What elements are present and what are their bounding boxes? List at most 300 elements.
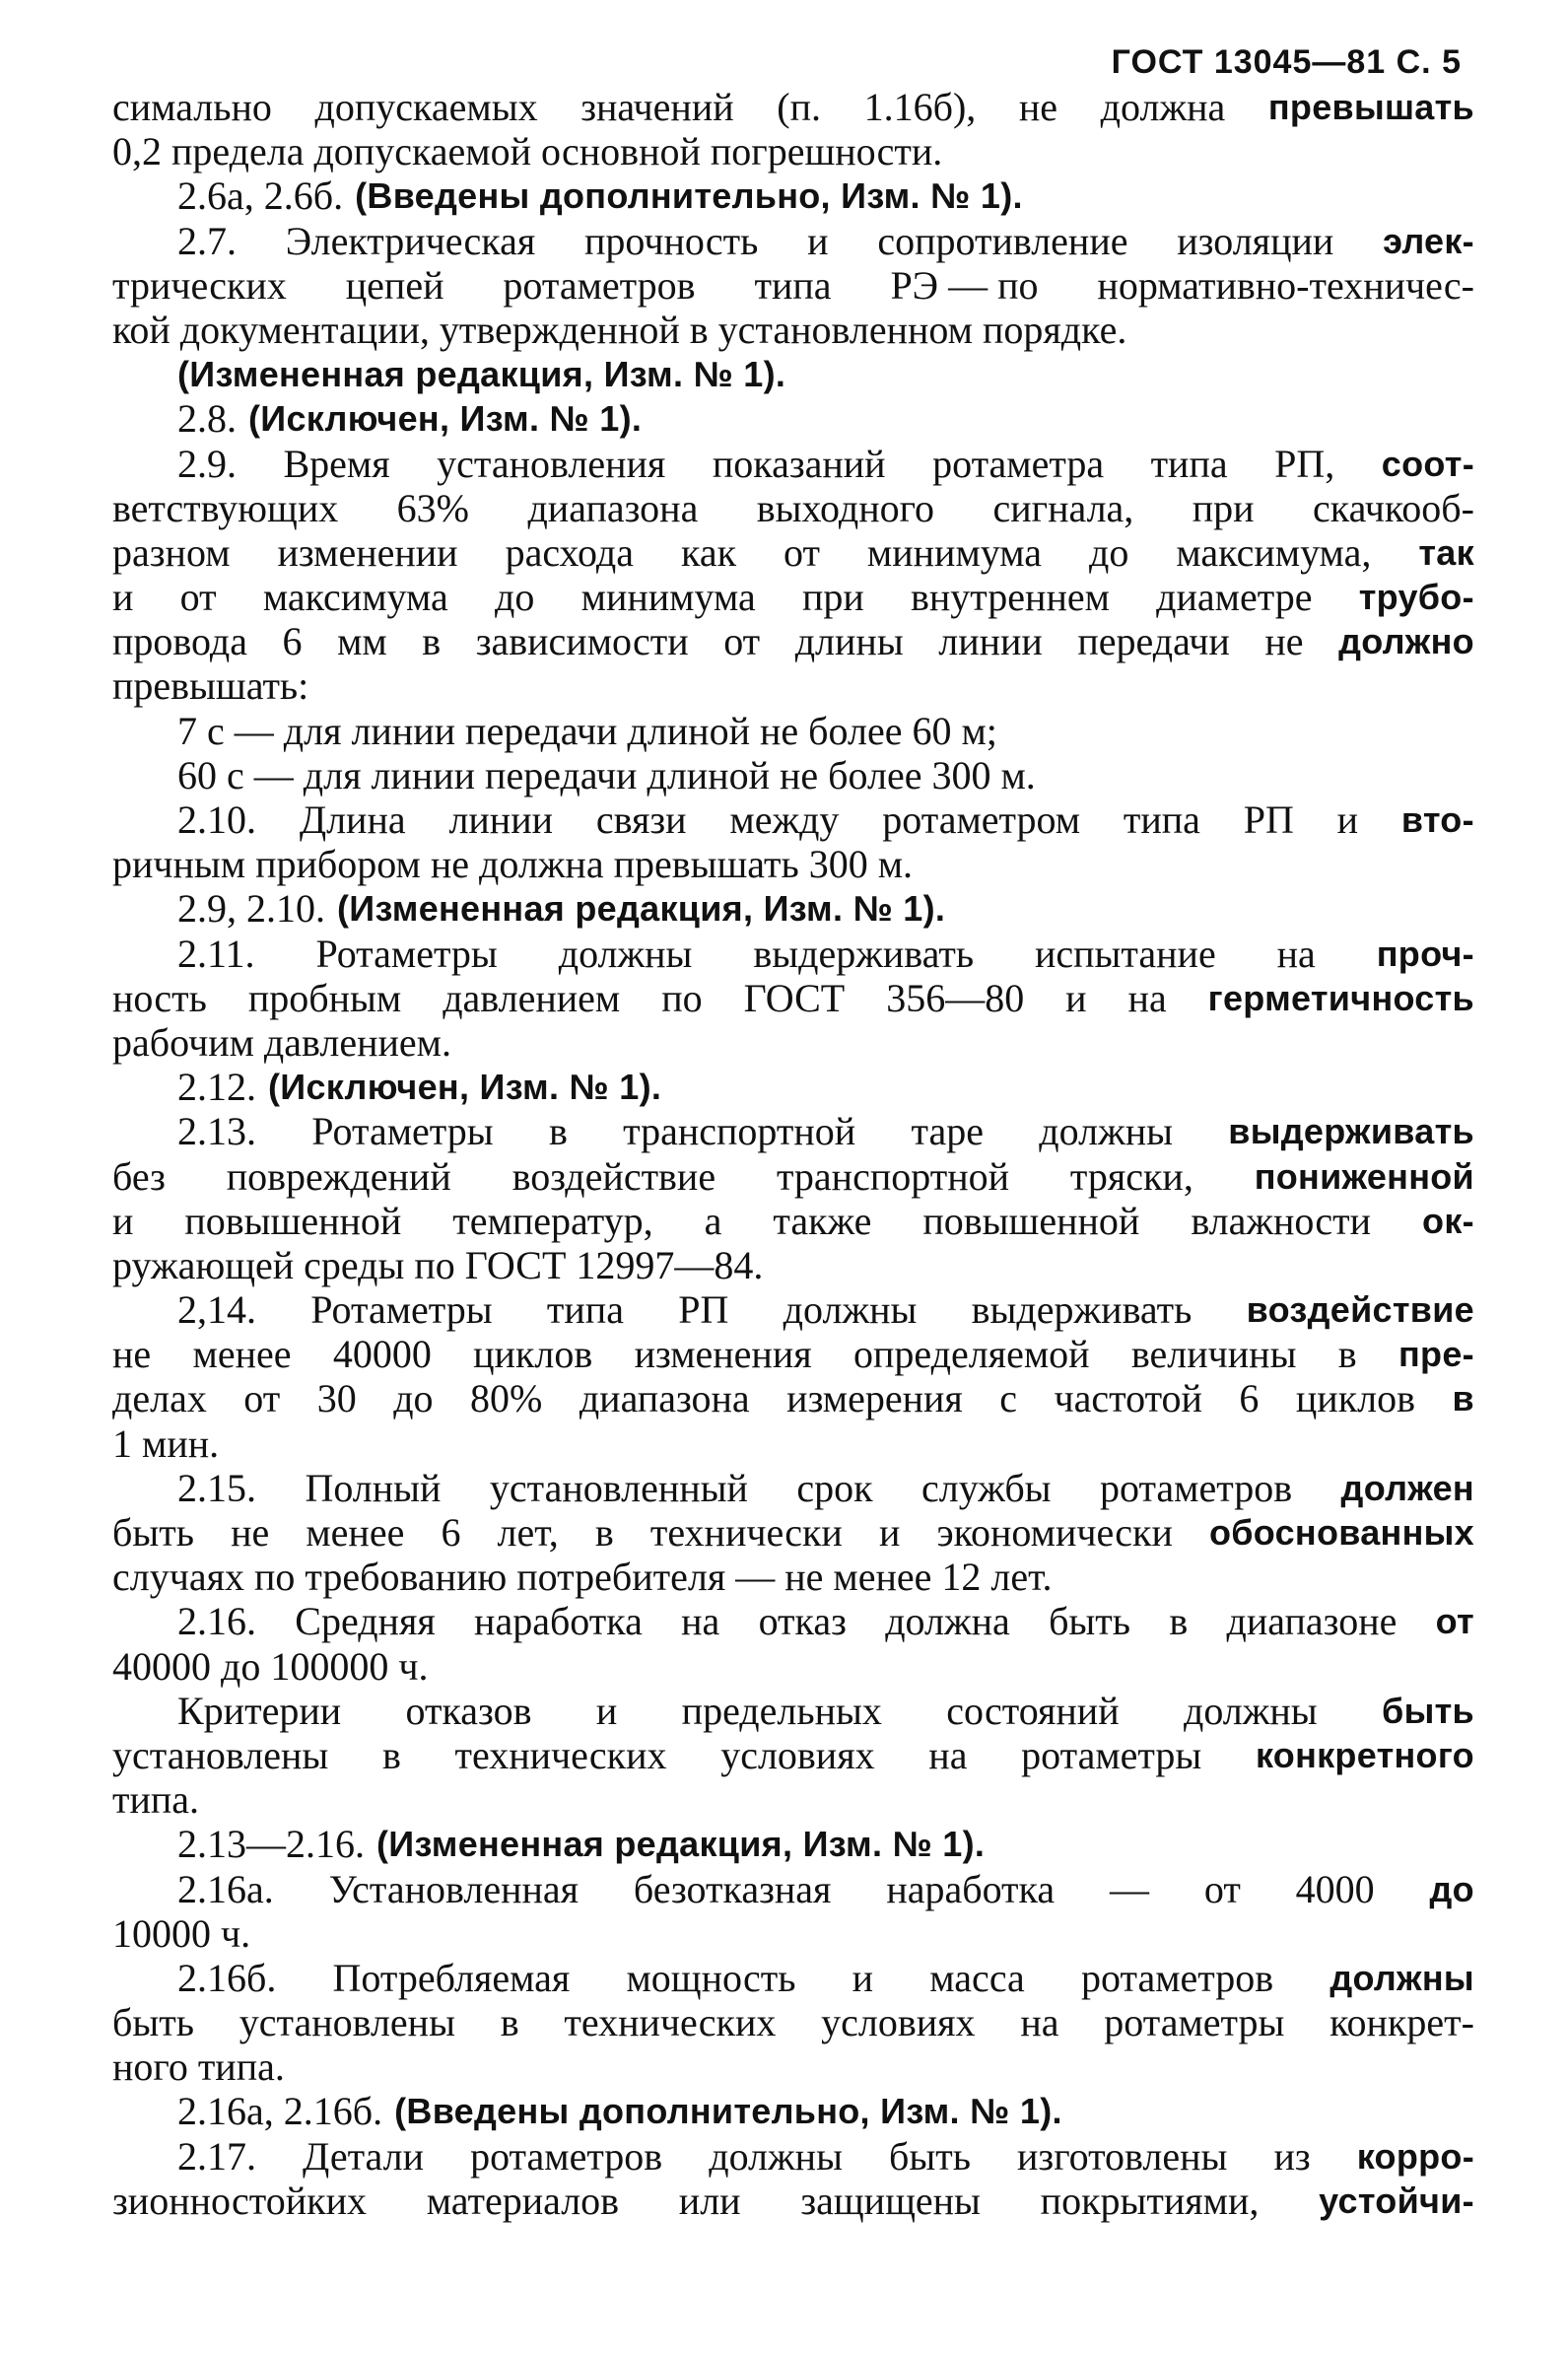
text-segment: 2.16б. [177, 1955, 277, 2000]
text-line [112, 1867, 1474, 1911]
text-segment: менее [306, 1510, 405, 1555]
text-segment: длины [794, 619, 904, 664]
text-line [112, 129, 1474, 173]
text-segment: наработка [886, 1866, 1056, 1911]
text-segment: на [1127, 975, 1167, 1020]
text-segment: 6 [1239, 1376, 1260, 1421]
text-line [112, 1154, 1474, 1199]
text-segment: не [231, 1510, 270, 1555]
bold-text: должны [1329, 1957, 1474, 1998]
text-line [112, 308, 1474, 352]
text-segment: Установленная [328, 1866, 579, 1911]
text-line [112, 352, 1474, 396]
text-segment: ГОСТ [743, 975, 846, 1020]
text-line [112, 1065, 1474, 1109]
text-segment: 2.13. [177, 1109, 256, 1154]
text-segment: выдерживать [971, 1287, 1193, 1333]
text-segment: линии [448, 797, 554, 842]
text-segment: влажности [1191, 1198, 1372, 1243]
text-segment: от [723, 619, 761, 664]
bold-text: корро- [1356, 2135, 1474, 2177]
bold-text: воздействие [1246, 1289, 1474, 1331]
text-segment: типа [754, 262, 832, 308]
text-segment: значений [580, 85, 734, 129]
text-segment: РП, [1274, 441, 1335, 486]
text-segment: таре [911, 1109, 984, 1154]
text-segment: ветствующих [112, 485, 339, 530]
text-segment: и [595, 1688, 618, 1733]
text-segment: 80% [470, 1376, 543, 1421]
text-segment: ротаметров [1099, 1465, 1293, 1510]
text-segment: ружающей среды по ГОСТ 12997—84. [112, 1242, 764, 1287]
text-segment: Время [283, 441, 390, 486]
text-segment: минимума [866, 529, 1043, 575]
text-line [112, 575, 1474, 619]
text-segment: ричным прибором не должна превышать 300 м. [112, 842, 914, 887]
text-segment: передачи [1077, 619, 1230, 664]
text-segment: выдерживать [753, 931, 975, 976]
text-segment: случаях по требованию потребителя — не менее 12 лет. [112, 1555, 1053, 1600]
text-segment: лет, [497, 1510, 559, 1555]
text-segment: от [783, 529, 820, 575]
bold-text: превышать [1267, 87, 1474, 127]
text-line [112, 1376, 1474, 1420]
text-segment: мм [337, 619, 387, 664]
bold-text: обоснованных [1208, 1512, 1474, 1553]
text-segment: транспортной [776, 1153, 1010, 1199]
text-segment: Детали [303, 2133, 425, 2179]
text-segment: испытание [1034, 931, 1216, 976]
text-segment: РП [1243, 797, 1294, 842]
text-segment: внутреннем [911, 575, 1110, 620]
bold-text: соот- [1381, 443, 1474, 484]
text-segment: ротаметров [470, 2133, 663, 2179]
text-segment: 2.8. [177, 396, 237, 442]
text-segment: повышенной [184, 1198, 402, 1243]
text-line [112, 1421, 1474, 1466]
text-segment: как [680, 529, 736, 575]
text-segment: технически [649, 1510, 843, 1555]
text-line [112, 886, 1474, 931]
text-segment: на [1276, 931, 1316, 976]
text-line [112, 1777, 1474, 1822]
text-segment: быть [112, 2000, 194, 2045]
text-segment: должна [885, 1599, 1010, 1644]
text-segment: измерения [786, 1376, 963, 1421]
bold-text: ок- [1422, 1200, 1474, 1241]
text-segment: 2.9. [177, 441, 237, 486]
bold-text: в [1452, 1378, 1474, 1419]
text-segment: при [801, 575, 864, 620]
text-segment: службы [921, 1465, 1052, 1510]
text-line [112, 1287, 1474, 1332]
text-line [112, 2089, 1474, 2133]
text-line [112, 2179, 1474, 2223]
text-line [112, 976, 1474, 1020]
text-segment: установлены [239, 2000, 455, 2045]
bold-text: пониженной [1254, 1155, 1474, 1197]
text-segment: защищены [800, 2178, 981, 2223]
text-segment: не [1264, 619, 1304, 664]
text-segment: ротаметры [1021, 1732, 1202, 1777]
text-segment: на [1020, 2000, 1059, 2045]
text-segment: зависимости [475, 619, 689, 664]
text-segment: срок [796, 1465, 873, 1510]
bold-text: трубо- [1358, 577, 1474, 618]
text-line [112, 173, 1474, 218]
text-segment: скачкооб- [1313, 485, 1474, 530]
text-line [112, 85, 1474, 129]
text-segment: трических [112, 262, 287, 308]
text-segment: 2.10. [177, 797, 256, 842]
text-line [112, 1733, 1474, 1777]
text-segment: Ротаметры [311, 1109, 494, 1154]
text-line [112, 1510, 1474, 1555]
text-segment: сопротивление [877, 218, 1128, 263]
word-gap [256, 1065, 268, 1109]
text-segment: Критерии [177, 1688, 342, 1733]
bold-text: (Введены дополнительно, Изм. № 1). [394, 2091, 1062, 2132]
text-segment: от [179, 575, 217, 620]
text-segment: минимума [580, 575, 756, 620]
text-line [112, 842, 1474, 886]
bold-text: (Измененная редакция, Изм. № 1). [337, 888, 946, 930]
text-segment: должны [1183, 1688, 1318, 1733]
text-segment: без [112, 1153, 166, 1199]
bold-text: вто- [1400, 799, 1474, 840]
text-segment: 6 [441, 1510, 461, 1555]
text-segment: должны [709, 2133, 843, 2179]
text-line [112, 797, 1474, 842]
bold-text: элек- [1383, 220, 1474, 261]
page-header: ГОСТ 13045—81 С. 5 [1111, 43, 1462, 81]
text-segment: нормативно-техничес- [1097, 262, 1474, 308]
text-segment: масса [929, 1955, 1025, 2000]
text-line [112, 1822, 1474, 1866]
text-segment: и [1336, 797, 1359, 842]
text-segment: максимума [262, 575, 448, 620]
text-segment: 2.12. [177, 1065, 256, 1110]
text-segment: и [878, 1510, 901, 1555]
text-segment: показаний [712, 441, 886, 486]
text-segment: превышать: [112, 663, 309, 709]
text-segment: конкрет- [1329, 2000, 1474, 2045]
text-segment: технических [454, 1732, 667, 1777]
text-segment: в [548, 1109, 568, 1154]
text-segment: (п. [777, 85, 821, 129]
bold-text: (Исключен, Изм. № 1). [268, 1067, 662, 1108]
bold-text: должно [1338, 621, 1474, 662]
text-segment: не [1018, 85, 1058, 129]
text-line [112, 530, 1474, 575]
text-segment: 2.16а, 2.16б. [177, 2089, 383, 2134]
text-line [112, 1020, 1474, 1065]
text-line [112, 396, 1474, 441]
text-line [112, 486, 1474, 530]
bold-text: (Измененная редакция, Изм. № 1). [376, 1824, 986, 1865]
text-segment: диапазона [579, 1376, 750, 1421]
text-segment: изготовлены [1016, 2133, 1228, 2179]
text-line [112, 1599, 1474, 1643]
text-line [112, 1911, 1474, 1956]
text-segment: диапазона [527, 485, 699, 530]
text-segment: 2.6а, 2.6б. [177, 173, 344, 219]
text-segment: ротаметров [1081, 1955, 1274, 2000]
text-segment: Электрическая [285, 218, 536, 263]
text-segment: между [729, 797, 840, 842]
text-segment: и [1065, 975, 1087, 1020]
text-segment: РП [678, 1287, 729, 1333]
text-segment: быть [888, 2133, 971, 2179]
text-segment: отказов [405, 1688, 532, 1733]
text-segment: до [1089, 529, 1129, 575]
text-segment: Потребляемая [332, 1955, 571, 2000]
text-segment: типа. [112, 1777, 200, 1823]
text-segment: в [381, 1732, 401, 1777]
word-gap [325, 886, 337, 931]
text-segment: делах [112, 1376, 207, 1421]
text-segment: установления [437, 441, 666, 486]
text-segment: типа [1150, 441, 1228, 486]
bold-text: (Введены дополнительно, Изм. № 1). [355, 175, 1023, 217]
text-segment: давлением [443, 975, 621, 1020]
text-line [112, 1243, 1474, 1287]
text-segment: должны [783, 1287, 918, 1333]
text-segment: прочность [584, 218, 759, 263]
text-segment: 2.7. [177, 218, 237, 263]
text-segment: цепей [345, 262, 444, 308]
text-segment: материалов [426, 2178, 620, 2223]
text-segment: быть [112, 1510, 194, 1555]
text-segment: также [773, 1198, 872, 1243]
text-segment: допускаемых [314, 85, 538, 129]
text-segment: в [422, 619, 442, 664]
text-segment: линии [938, 619, 1043, 664]
text-segment: мощность [626, 1955, 796, 2000]
bold-text: выдерживать [1228, 1111, 1474, 1152]
text-segment: при [1192, 485, 1255, 530]
text-segment: циклов [473, 1332, 593, 1377]
text-segment: типа [546, 1287, 624, 1333]
bold-text: конкретного [1255, 1734, 1474, 1775]
text-line [112, 442, 1474, 486]
text-segment: 0,2 предела допускаемой основной погрешности. [112, 129, 943, 174]
text-segment: РЭ — по [890, 262, 1039, 308]
text-segment: — [1109, 1866, 1149, 1911]
text-segment: должны [1039, 1109, 1173, 1154]
text-segment: 60 с — для линии передачи длиной не более 300 м. [177, 752, 1036, 797]
text-segment: 10000 ч. [112, 1910, 251, 1956]
text-segment: до [495, 575, 535, 620]
text-line [112, 2134, 1474, 2179]
text-segment: температур, [452, 1198, 653, 1243]
bold-text: (Измененная редакция, Изм. № 1). [177, 354, 786, 395]
text-segment: 2.11. [177, 931, 255, 976]
text-segment: наработка [474, 1599, 643, 1644]
text-line [112, 1555, 1474, 1599]
text-segment: и [807, 218, 829, 263]
text-segment: выходного [756, 485, 935, 530]
text-segment: ротаметром [882, 797, 1081, 842]
text-segment: 2.16. [177, 1599, 256, 1644]
bold-text: быть [1382, 1690, 1474, 1731]
word-gap [365, 1822, 376, 1866]
text-segment: сигнала, [992, 485, 1134, 530]
text-segment: ного типа. [112, 2044, 285, 2090]
bold-text: герметичность [1207, 977, 1474, 1018]
text-segment: величины [1130, 1332, 1297, 1377]
text-segment: не [112, 1332, 152, 1377]
text-segment: частотой [1054, 1376, 1202, 1421]
text-segment: в [594, 1510, 614, 1555]
text-segment: Длина [299, 797, 406, 842]
text-line [112, 263, 1474, 308]
text-segment: из [1273, 2133, 1311, 2179]
text-segment: отказ [758, 1599, 847, 1644]
text-line [112, 1466, 1474, 1510]
text-segment: Средняя [295, 1599, 436, 1644]
text-segment: должна [1100, 85, 1226, 129]
text-segment: установлены [112, 1732, 329, 1777]
text-line [112, 1332, 1474, 1376]
text-line [112, 753, 1474, 797]
text-line [112, 619, 1474, 663]
text-segment: максимума, [1176, 529, 1372, 575]
bold-text: так [1418, 531, 1474, 573]
word-gap [237, 396, 248, 441]
text-segment: и [852, 1955, 874, 2000]
text-segment: 2.13—2.16. [177, 1822, 365, 1867]
text-segment: транспортной [623, 1109, 856, 1154]
text-segment: 2.15. [177, 1465, 256, 1510]
text-segment: 1 мин. [112, 1420, 220, 1466]
text-segment: изоляции [1177, 218, 1334, 263]
text-segment: 30 [316, 1376, 357, 1421]
text-segment: Полный [305, 1465, 442, 1510]
text-segment: связи [595, 797, 687, 842]
word-gap [382, 2089, 394, 2133]
text-segment: Ротаметры [310, 1287, 493, 1333]
text-line [112, 932, 1474, 976]
text-line [112, 709, 1474, 753]
bold-text: устойчи- [1319, 2180, 1474, 2221]
text-segment: 4000 [1295, 1866, 1375, 1911]
text-segment: Ротаметры [315, 931, 498, 976]
text-segment: в [1337, 1332, 1357, 1377]
text-segment: 2.9, 2.10. [177, 886, 325, 932]
text-segment: по [661, 975, 703, 1020]
text-segment: диапазоне [1226, 1599, 1398, 1644]
text-segment: изменения [634, 1332, 812, 1377]
text-segment: или [678, 2178, 741, 2223]
text-segment: симально [112, 85, 272, 129]
text-segment: кой документации, утвержденной в установленном порядке. [112, 307, 1127, 352]
text-line [112, 663, 1474, 708]
text-segment: условиях [821, 2000, 976, 2045]
text-line [112, 1689, 1474, 1733]
word-gap [343, 173, 355, 218]
text-segment: в [1169, 1599, 1189, 1644]
text-segment: от [1203, 1866, 1241, 1911]
text-segment: разном [112, 529, 231, 575]
bold-text: до [1429, 1868, 1474, 1909]
text-segment: экономически [936, 1510, 1173, 1555]
text-segment: циклов [1295, 1376, 1415, 1421]
text-segment: типа [1123, 797, 1200, 842]
text-segment: условиях [720, 1732, 875, 1777]
text-segment: до [393, 1376, 434, 1421]
text-segment: 6 [282, 619, 303, 664]
text-segment: безотказная [633, 1866, 832, 1911]
text-segment: диаметре [1156, 575, 1313, 620]
bold-text: (Исключен, Изм. № 1). [248, 398, 643, 440]
bold-text: от [1435, 1601, 1474, 1642]
text-segment: воздействие [511, 1153, 716, 1199]
text-segment: и [112, 575, 134, 620]
text-segment: установленный [489, 1465, 748, 1510]
body-text [112, 85, 1474, 2223]
text-line [112, 1109, 1474, 1153]
text-segment: 40000 [332, 1332, 432, 1377]
text-segment: ность [112, 975, 207, 1020]
text-segment: 7 с — для линии передачи длиной не более 60 м; [177, 708, 997, 753]
text-segment: повышенной [922, 1198, 1140, 1243]
text-segment: технических [564, 2000, 777, 2045]
text-line [112, 2044, 1474, 2089]
bold-text: пре- [1398, 1334, 1474, 1375]
text-segment: 63% [396, 485, 469, 530]
text-segment: а [704, 1198, 722, 1243]
text-segment: определяемой [852, 1332, 1090, 1377]
text-segment: провода [112, 619, 247, 664]
text-line [112, 2000, 1474, 2044]
text-segment: состояний [946, 1688, 1120, 1733]
text-segment: расхода [505, 529, 634, 575]
text-segment: ротаметры [1104, 2000, 1285, 2045]
text-segment: ротаметра [932, 441, 1105, 486]
text-segment: с [999, 1376, 1018, 1421]
text-line [112, 219, 1474, 263]
text-segment: 2.16а. [177, 1866, 274, 1911]
bold-text: проч- [1376, 933, 1474, 974]
text-segment: пробным [247, 975, 402, 1020]
text-segment: тряски, [1069, 1153, 1193, 1199]
text-segment: на [681, 1599, 720, 1644]
text-segment: 2.17. [177, 2133, 256, 2179]
text-segment: зионностойких [112, 2178, 367, 2223]
text-segment: от [243, 1376, 281, 1421]
text-segment: на [928, 1732, 968, 1777]
text-segment: 356—80 [886, 975, 1025, 1020]
text-segment: быть [1049, 1599, 1131, 1644]
text-segment: и [112, 1198, 134, 1243]
text-segment: ротаметров [503, 262, 696, 308]
text-segment: в [500, 2000, 519, 2045]
text-segment: повреждений [226, 1153, 451, 1199]
text-segment: менее [192, 1332, 292, 1377]
text-line [112, 1644, 1474, 1689]
text-segment: рабочим давлением. [112, 1019, 451, 1065]
text-segment: изменении [277, 529, 458, 575]
text-segment: 2,14. [177, 1287, 256, 1333]
bold-text: должен [1340, 1467, 1474, 1508]
text-segment: 40000 до 100000 ч. [112, 1643, 429, 1689]
text-line [112, 1199, 1474, 1243]
text-line [112, 1956, 1474, 2000]
text-segment: 1.16б), [863, 85, 977, 129]
text-segment: должны [558, 931, 693, 976]
text-segment: покрытиями, [1040, 2178, 1260, 2223]
